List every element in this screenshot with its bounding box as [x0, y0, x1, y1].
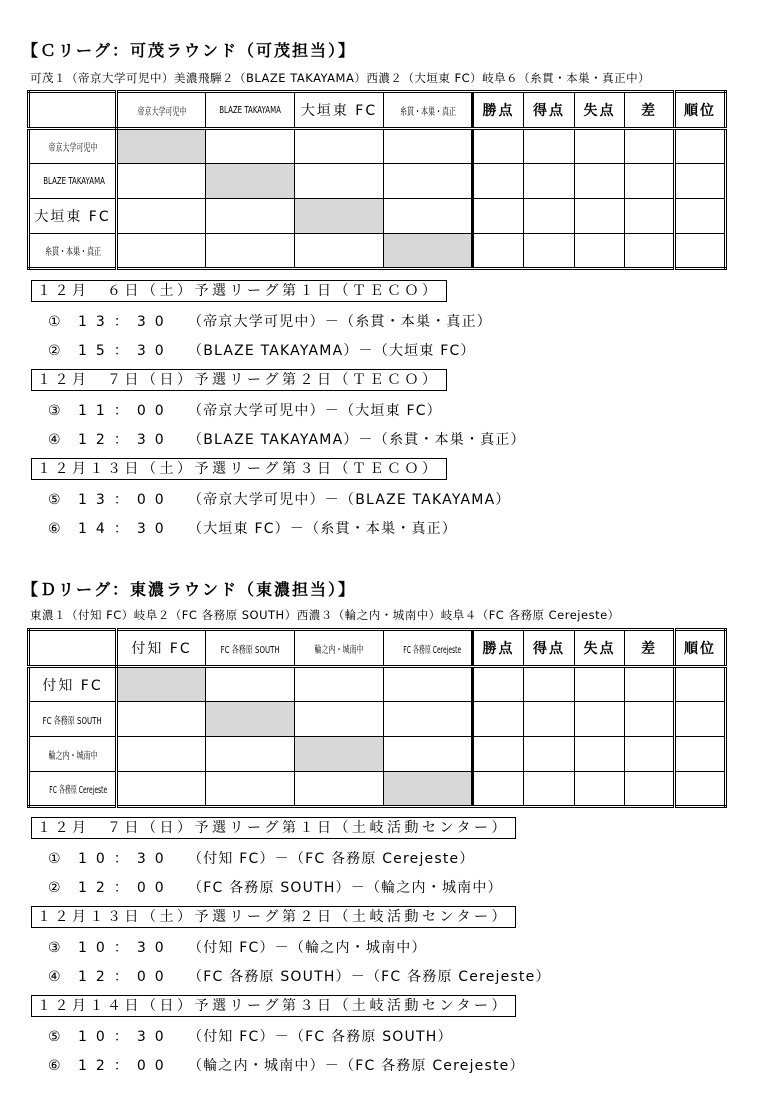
col-team-3: 大垣東 FC [295, 92, 384, 129]
col-goals-for: 得点 [524, 92, 575, 129]
goals-against-cell [575, 199, 625, 234]
table-row [29, 772, 726, 807]
points-cell [473, 164, 524, 199]
goals-for-cell [524, 667, 575, 702]
col-points: 勝点 [473, 630, 524, 667]
result-cell [384, 129, 473, 164]
row-team-4: 糸貫・本巣・真正 [29, 234, 117, 269]
match-time: 12：00 [78, 880, 173, 896]
result-cell [117, 737, 206, 772]
match-number: ② [48, 880, 63, 896]
match-time: 15：30 [78, 343, 173, 359]
goals-against-cell [575, 667, 625, 702]
league-d-day-2-header: １２月１３日（土）予選リーグ第２日（土岐活動センター） [31, 906, 516, 928]
row-team-4: FC 各務原 Cerejeste [29, 772, 117, 807]
result-cell [295, 772, 384, 807]
result-cell [206, 737, 295, 772]
league-d-match-1 [48, 848, 475, 868]
row-team-1: 付知 FC [29, 667, 117, 702]
goals-for-cell [524, 772, 575, 807]
goals-for-cell [524, 164, 575, 199]
match-teams: （FC 各務原 SOUTH）－（輪之内・城南中） [188, 880, 503, 896]
match-time: 13：00 [78, 492, 173, 508]
result-cell [206, 667, 295, 702]
result-cell [117, 164, 206, 199]
goals-against-cell [575, 772, 625, 807]
row-team-3: 輪之内・城南中 [29, 737, 117, 772]
match-number: ① [48, 851, 63, 867]
table-row [29, 702, 726, 737]
goal-diff-cell [625, 772, 675, 807]
rank-cell [675, 199, 726, 234]
match-teams: （輪之内・城南中）－（FC 各務原 Cerejeste） [188, 1058, 525, 1074]
match-time: 10：30 [78, 851, 173, 867]
points-cell [473, 737, 524, 772]
goals-for-cell [524, 199, 575, 234]
goal-diff-cell [625, 667, 675, 702]
points-cell [473, 702, 524, 737]
table-row [29, 234, 726, 269]
table-row [29, 129, 726, 164]
goal-diff-cell [625, 129, 675, 164]
goals-against-cell [575, 164, 625, 199]
league-d-title: 【Ｄリーグ：東濃ラウンド（東濃担当）】 [22, 580, 357, 599]
rank-cell [675, 164, 726, 199]
table-row [29, 199, 726, 234]
match-number: ⑤ [48, 1029, 63, 1045]
result-cell [206, 772, 295, 807]
match-time: 12：00 [78, 1058, 173, 1074]
league-c-day-3-header: １２月１３日（土）予選リーグ第３日（ＴＥＣＯ） [31, 458, 447, 480]
result-cell [295, 234, 384, 269]
table-header-row [29, 630, 726, 667]
goals-for-cell [524, 702, 575, 737]
result-cell [206, 129, 295, 164]
corner-cell [29, 92, 117, 129]
rank-cell [675, 772, 726, 807]
rank-cell [675, 129, 726, 164]
table-header-row [29, 92, 726, 129]
league-c-match-3 [48, 400, 442, 420]
league-d-match-6 [48, 1055, 525, 1075]
col-team-2: FC 各務原 SOUTH [206, 630, 295, 667]
col-team-4: 糸貫・本巣・真正 [384, 92, 473, 129]
match-number: ⑥ [48, 1058, 63, 1074]
league-c-seeds: 可茂１（帝京大学可児中）美濃飛騨２（BLAZE TAKAYAMA）西濃２（大垣東 FC）岐阜６（糸貫・本巣・真正中） [30, 71, 651, 85]
match-teams: （帝京大学可児中）－（大垣東 FC） [188, 403, 442, 419]
match-number: ② [48, 343, 63, 359]
result-cell [295, 129, 384, 164]
diagonal-cell [384, 234, 473, 269]
match-time: 10：30 [78, 1029, 173, 1045]
result-cell [206, 199, 295, 234]
col-team-3: 輪之内・城南中 [295, 630, 384, 667]
result-cell [384, 164, 473, 199]
goals-against-cell [575, 129, 625, 164]
match-time: 12：00 [78, 969, 173, 985]
rank-cell [675, 737, 726, 772]
col-goals-against: 失点 [575, 630, 625, 667]
match-number: ① [48, 314, 63, 330]
diagonal-cell [206, 702, 295, 737]
diagonal-cell [295, 737, 384, 772]
result-cell [295, 702, 384, 737]
diagonal-cell [117, 129, 206, 164]
match-teams: （付知 FC）－（FC 各務原 SOUTH） [188, 1029, 453, 1045]
goal-diff-cell [625, 702, 675, 737]
diagonal-cell [206, 164, 295, 199]
points-cell [473, 199, 524, 234]
goal-diff-cell [625, 737, 675, 772]
result-cell [384, 199, 473, 234]
match-time: 13：30 [78, 314, 173, 330]
league-d-seeds: 東濃１（付知 FC）岐阜２（FC 各務原 SOUTH）西濃３（輪之内・城南中）岐阜４（FC 各務原 Cerejeste） [30, 608, 620, 622]
result-cell [295, 164, 384, 199]
goals-against-cell [575, 234, 625, 269]
match-number: ③ [48, 940, 63, 956]
league-d-match-2 [48, 877, 503, 897]
goals-against-cell [575, 702, 625, 737]
points-cell [473, 772, 524, 807]
rank-cell [675, 702, 726, 737]
rank-cell [675, 667, 726, 702]
league-c-match-4 [48, 429, 526, 449]
col-goals-against: 失点 [575, 92, 625, 129]
col-rank: 順位 [675, 630, 726, 667]
goal-diff-cell [625, 164, 675, 199]
match-time: 12：30 [78, 432, 173, 448]
league-c-match-1 [48, 311, 492, 331]
result-cell [206, 234, 295, 269]
result-cell [117, 772, 206, 807]
table-row [29, 164, 726, 199]
table-row [29, 737, 726, 772]
col-goal-diff: 差 [625, 92, 675, 129]
rank-cell [675, 234, 726, 269]
match-number: ⑥ [48, 521, 63, 537]
match-teams: （大垣東 FC）－（糸貫・本巣・真正） [188, 521, 458, 537]
col-team-4: FC 各務原 Cerejeste [384, 630, 473, 667]
col-team-1: 付知 FC [117, 630, 206, 667]
league-d-match-4 [48, 966, 551, 986]
points-cell [473, 234, 524, 269]
league-c-match-2 [48, 340, 476, 360]
row-team-2: FC 各務原 SOUTH [29, 702, 117, 737]
diagonal-cell [295, 199, 384, 234]
league-d-standings-table [27, 628, 727, 808]
result-cell [117, 234, 206, 269]
league-c-day-1-header: １２月 ６日（土）予選リーグ第１日（ＴＥＣＯ） [31, 280, 447, 302]
match-time: 10：30 [78, 940, 173, 956]
match-teams: （FC 各務原 SOUTH）－（FC 各務原 Cerejeste） [188, 969, 551, 985]
match-teams: （帝京大学可児中）－（糸貫・本巣・真正） [188, 314, 492, 330]
match-number: ④ [48, 432, 63, 448]
corner-cell [29, 630, 117, 667]
goal-diff-cell [625, 199, 675, 234]
match-number: ⑤ [48, 492, 63, 508]
points-cell [473, 129, 524, 164]
league-d-day-3-header: １２月１４日（日）予選リーグ第３日（土岐活動センター） [31, 995, 516, 1017]
diagonal-cell [384, 772, 473, 807]
match-time: 11：00 [78, 403, 173, 419]
match-teams: （BLAZE TAKAYAMA）－（大垣東 FC） [188, 343, 476, 359]
goals-against-cell [575, 737, 625, 772]
result-cell [384, 737, 473, 772]
result-cell [117, 199, 206, 234]
match-teams: （帝京大学可児中）－（BLAZE TAKAYAMA） [188, 492, 511, 508]
league-c-day-2-header: １２月 ７日（日）予選リーグ第２日（ＴＥＣＯ） [31, 369, 447, 391]
row-team-3: 大垣東 FC [29, 199, 117, 234]
result-cell [384, 702, 473, 737]
row-team-2: BLAZE TAKAYAMA [29, 164, 117, 199]
goal-diff-cell [625, 234, 675, 269]
league-c-match-6 [48, 518, 457, 538]
match-number: ③ [48, 403, 63, 419]
league-c-match-5 [48, 489, 511, 509]
diagonal-cell [117, 667, 206, 702]
league-c-title: 【Ｃリーグ：可茂ラウンド（可茂担当）】 [22, 41, 357, 60]
match-teams: （付知 FC）－（輪之内・城南中） [188, 940, 427, 956]
col-team-1: 帝京大学可児中 [117, 92, 206, 129]
match-time: 14：30 [78, 521, 173, 537]
goals-for-cell [524, 234, 575, 269]
result-cell [117, 702, 206, 737]
col-team-2: BLAZE TAKAYAMA [206, 92, 295, 129]
match-number: ④ [48, 969, 63, 985]
league-d-match-5 [48, 1026, 453, 1046]
row-team-1: 帝京大学可児中 [29, 129, 117, 164]
points-cell [473, 667, 524, 702]
result-cell [295, 667, 384, 702]
match-teams: （BLAZE TAKAYAMA）－（糸貫・本巣・真正） [188, 432, 526, 448]
table-row [29, 667, 726, 702]
col-points: 勝点 [473, 92, 524, 129]
goals-for-cell [524, 737, 575, 772]
match-teams: （付知 FC）－（FC 各務原 Cerejeste） [188, 851, 475, 867]
col-rank: 順位 [675, 92, 726, 129]
league-d-match-3 [48, 937, 427, 957]
league-c-standings-table [27, 90, 727, 270]
result-cell [384, 667, 473, 702]
col-goal-diff: 差 [625, 630, 675, 667]
goals-for-cell [524, 129, 575, 164]
col-goals-for: 得点 [524, 630, 575, 667]
league-d-day-1-header: １２月 ７日（日）予選リーグ第１日（土岐活動センター） [31, 817, 516, 839]
